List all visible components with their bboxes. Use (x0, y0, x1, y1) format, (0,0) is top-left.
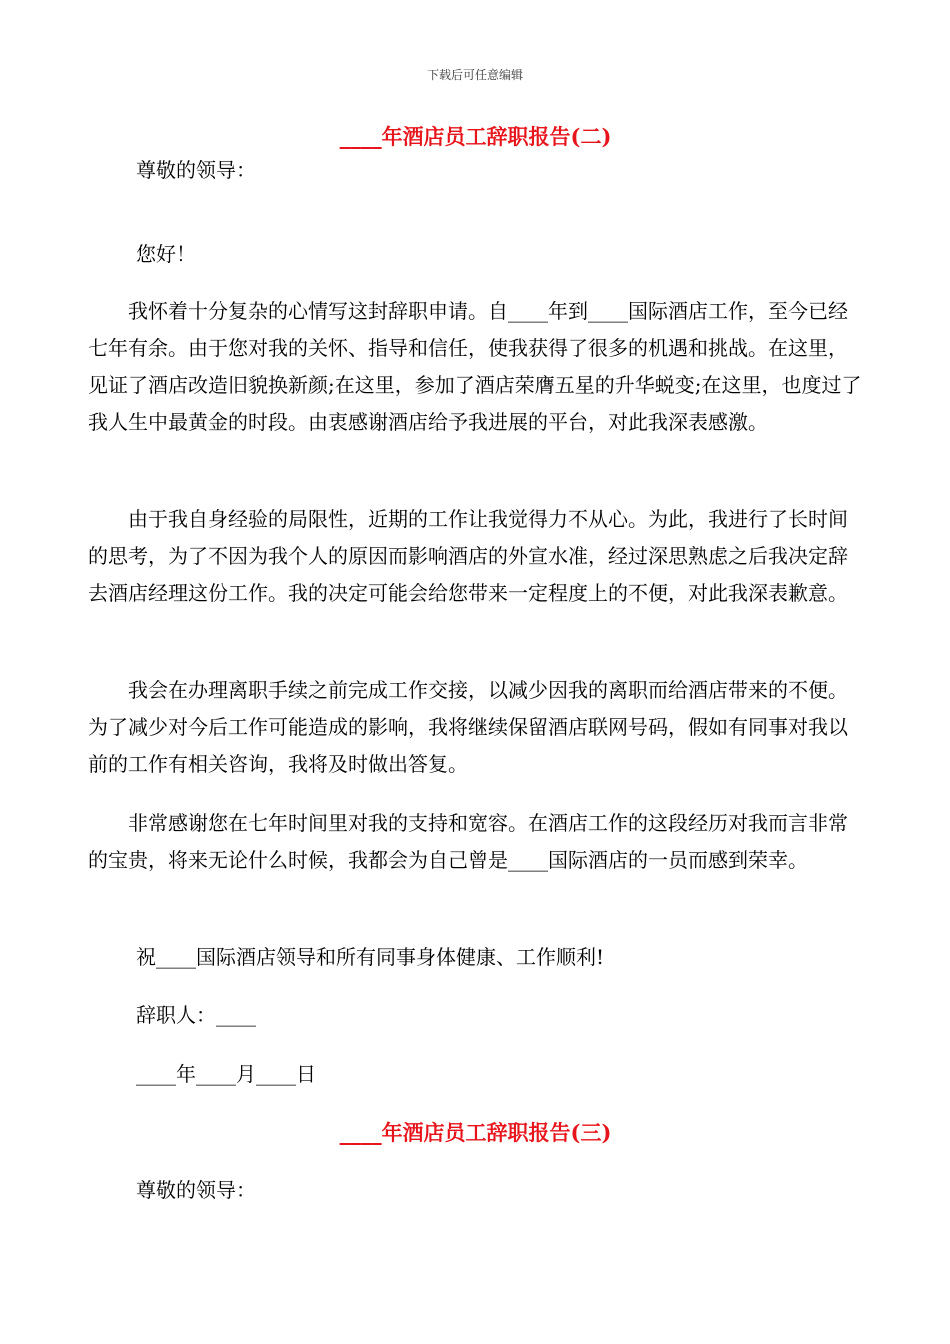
paragraph-3: 我会在办理离职手续之前完成工作交接，以减少因我的离职而给酒店带来的不便。为了减少对今后工作可能造成的影响，我将继续保留酒店联网号码，假如有同事对我以前的工作有相关咨询，我将及时做出答复。 (88, 678, 848, 776)
greeting-3: 尊敬的领导： (136, 1178, 256, 1202)
date-line: ____年____月____日 (136, 1062, 316, 1086)
header-note: 下载后可任意编辑 (426, 68, 523, 82)
signer-line: 辞职人：____ (136, 1003, 256, 1027)
report-title-3: ____年酒店员工辞职报告(三) (339, 1120, 612, 1145)
paragraph-2: 由于我自身经验的局限性，近期的工作让我觉得力不从心。为此，我进行了长时间的思考，为了不因为我个人的原因而影响酒店的外宣水准，经过深思熟虑之后我决定辞去酒店经理这份工作。我的决定可能会给您带来一定程度上的不便，对此我深表歉意。 (88, 507, 848, 605)
paragraph-1: 我怀着十分复杂的心情写这封辞职申请。自____年到____国际酒店工作，至今已经七年有余。由于您对我的关怀、指导和信任，使我获得了很多的机遇和挑战。在这里，见证了酒店改造旧貌换新颜;在这里，参加了酒店荣膺五星的升华蜕变;在这里，也度过了我人生中最黄金的时段。由衷感谢酒店给予我进展的平台，对此我深表感激。 (88, 299, 862, 434)
closing-wish: 祝____国际酒店领导和所有同事身体健康、工作顺利! (136, 945, 605, 969)
greeting: 尊敬的领导： (136, 158, 256, 182)
report-title-2: ____年酒店员工辞职报告(二) (339, 124, 612, 149)
paragraph-4: 非常感谢您在七年时间里对我的支持和宽容。在酒店工作的这段经历对我而言非常的宝贵，将来无论什么时候，我都会为自己曾是____国际酒店的一员而感到荣幸。 (88, 811, 848, 872)
salutation: 您好！ (136, 242, 196, 266)
